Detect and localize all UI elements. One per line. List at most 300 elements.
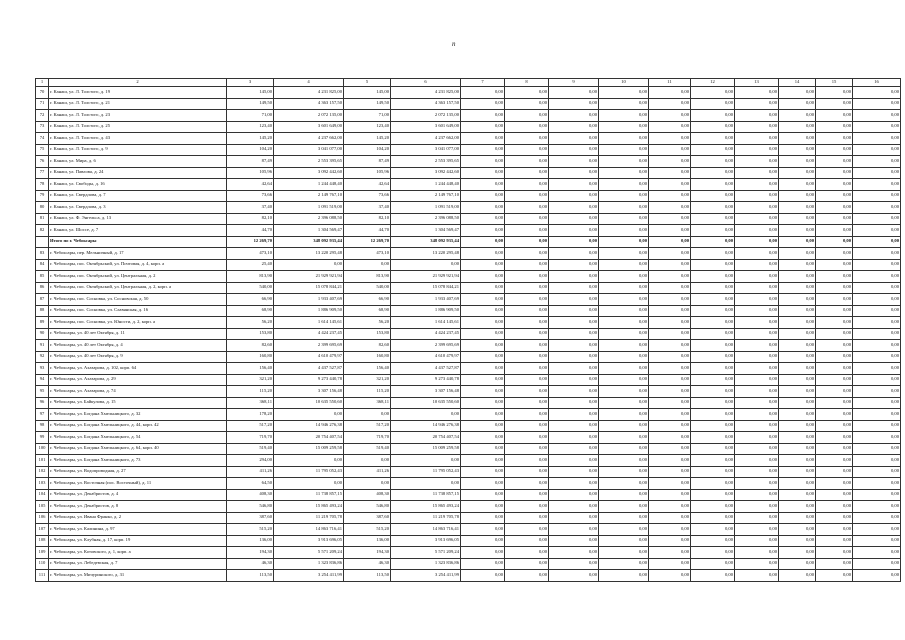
row-number-cell: 94 (36, 374, 49, 386)
value-cell: 0,00 (505, 98, 549, 110)
value-cell: 66,90 (227, 294, 274, 306)
value-cell: 0,00 (735, 478, 779, 490)
value-cell: 0,00 (735, 317, 779, 329)
value-cell: 0,00 (599, 121, 649, 133)
value-cell: 0,00 (816, 478, 853, 490)
column-header: 13 (735, 79, 779, 87)
value-cell: 0,00 (779, 363, 816, 375)
value-cell: 1 933 407,69 (391, 294, 461, 306)
value-cell: 0,00 (691, 248, 735, 260)
value-cell: 0,00 (461, 167, 505, 179)
value-cell: 0,00 (649, 305, 691, 317)
value-cell: 2 399 695,69 (274, 340, 344, 352)
value-cell: 0,00 (853, 512, 901, 524)
value-cell: 15 009 259,58 (274, 443, 344, 455)
value-cell: 411,26 (344, 466, 391, 478)
value-cell: 13 220 295,48 (274, 248, 344, 260)
value-cell: 3 307 156,48 (391, 386, 461, 398)
value-cell: 113,50 (227, 570, 274, 582)
value-cell: 1 323 836,86 (391, 558, 461, 570)
value-cell: 0,00 (691, 397, 735, 409)
value-cell: 0,00 (691, 144, 735, 156)
value-cell: 0,00 (779, 501, 816, 513)
value-cell: 0,00 (779, 558, 816, 570)
value-cell: 0,00 (691, 98, 735, 110)
value-cell: 0,00 (391, 409, 461, 421)
row-number-cell: 82 (36, 225, 49, 237)
value-cell: 0,00 (779, 259, 816, 271)
address-cell: г. Чебоксары, ул. Ахазарова, д. 102, корп. 64 (49, 363, 227, 375)
table-row (36, 420, 901, 432)
value-cell: 145,20 (344, 133, 391, 145)
value-cell: 0,00 (461, 87, 505, 99)
row-number-cell: 79 (36, 190, 49, 202)
address-cell: г. Чебоксары, ул. Восточная (пос. Восточный), д. 11 (49, 478, 227, 490)
value-cell: 0,00 (549, 524, 599, 536)
value-cell: 0,00 (735, 489, 779, 501)
value-cell: 4 437 527,87 (274, 363, 344, 375)
value-cell: 0,00 (549, 156, 599, 168)
value-cell: 0,00 (816, 570, 853, 582)
value-cell: 0,00 (691, 478, 735, 490)
value-cell: 0,00 (691, 133, 735, 145)
value-cell: 0,00 (461, 133, 505, 145)
value-cell: 0,00 (505, 282, 549, 294)
value-cell: 0,00 (549, 282, 599, 294)
value-cell: 0,00 (649, 397, 691, 409)
value-cell: 0,00 (461, 259, 505, 271)
value-cell: 14 863 716,41 (274, 524, 344, 536)
address-cell: г. Чебоксары, пер. Мельничный, д. 17 (49, 248, 227, 260)
value-cell: 517,20 (344, 420, 391, 432)
value-cell: 348 092 935,44 (391, 236, 461, 248)
row-number-cell: 95 (36, 386, 49, 398)
value-cell: 0,00 (549, 328, 599, 340)
value-cell: 0,00 (816, 501, 853, 513)
value-cell: 0,00 (461, 328, 505, 340)
value-cell: 0,00 (816, 455, 853, 467)
value-cell: 0,00 (549, 213, 599, 225)
value-cell: 13 220 295,48 (391, 248, 461, 260)
value-cell: 21 929 921,94 (391, 271, 461, 283)
value-cell: 12 269,70 (227, 236, 274, 248)
value-cell: 0,00 (853, 110, 901, 122)
row-number-cell: 91 (36, 340, 49, 352)
row-number-cell: 76 (36, 156, 49, 168)
value-cell: 0,00 (505, 443, 549, 455)
value-cell: 0,00 (853, 156, 901, 168)
value-cell: 0,00 (549, 317, 599, 329)
value-cell: 0,00 (779, 386, 816, 398)
value-cell: 0,00 (691, 432, 735, 444)
value-cell: 0,00 (599, 110, 649, 122)
value-cell: 104,20 (227, 144, 274, 156)
value-cell: 3 092 442,60 (274, 167, 344, 179)
value-cell: 11 795 052,43 (391, 466, 461, 478)
value-cell: 0,00 (649, 443, 691, 455)
value-cell: 0,00 (779, 305, 816, 317)
value-cell: 0,00 (735, 443, 779, 455)
value-cell: 0,00 (816, 225, 853, 237)
value-cell: 0,00 (853, 443, 901, 455)
value-cell: 0,00 (816, 524, 853, 536)
value-cell: 0,00 (505, 374, 549, 386)
value-cell: 0,00 (461, 570, 505, 582)
value-cell: 0,00 (599, 282, 649, 294)
value-cell: 0,00 (779, 420, 816, 432)
value-cell: 56,20 (227, 317, 274, 329)
value-cell: 0,00 (735, 98, 779, 110)
value-cell: 0,00 (649, 282, 691, 294)
value-cell: 160,80 (344, 351, 391, 363)
value-cell: 0,00 (599, 156, 649, 168)
value-cell: 0,00 (779, 455, 816, 467)
address-cell: г. Чебоксары, ул. Байкулова, д. 15 (49, 397, 227, 409)
value-cell: 0,00 (735, 294, 779, 306)
value-cell: 0,00 (779, 478, 816, 490)
value-cell: 0,00 (599, 455, 649, 467)
value-cell: 0,00 (853, 524, 901, 536)
value-cell: 0,00 (816, 98, 853, 110)
value-cell: 0,00 (853, 340, 901, 352)
column-header: 10 (599, 79, 649, 87)
value-cell: 0,00 (691, 512, 735, 524)
value-cell: 0,00 (505, 524, 549, 536)
row-number-cell: 106 (36, 512, 49, 524)
address-cell: г. Чебоксары, ул. Мичуринского, д. 31 (49, 570, 227, 582)
value-cell: 4 237 662,00 (391, 133, 461, 145)
value-cell: 0,00 (816, 328, 853, 340)
row-number-cell: 75 (36, 144, 49, 156)
row-number-cell: 99 (36, 432, 49, 444)
value-cell: 14 946 276,38 (274, 420, 344, 432)
address-cell: г. Чебоксары, ул. 40 лет Октября, д. 9 (49, 351, 227, 363)
value-cell: 0,00 (649, 133, 691, 145)
value-cell: 20 754 407,54 (391, 432, 461, 444)
value-cell: 0,00 (461, 558, 505, 570)
value-cell: 9 273 440,78 (391, 374, 461, 386)
address-cell: г. Чебоксары, ул. Богдана Хмельницкого, д. 32 (49, 409, 227, 421)
value-cell: 82,10 (344, 213, 391, 225)
address-cell: г. Чебоксары, ул. Котовского, д. 1, корп. а (49, 547, 227, 559)
value-cell: 0,00 (391, 455, 461, 467)
value-cell: 71,00 (344, 110, 391, 122)
value-cell: 4 610 479,97 (391, 351, 461, 363)
table-row (36, 110, 901, 122)
table-row (36, 317, 901, 329)
value-cell: 0,00 (599, 489, 649, 501)
value-cell: 0,00 (691, 374, 735, 386)
value-cell: 3 092 442,60 (391, 167, 461, 179)
value-cell: 0,00 (779, 144, 816, 156)
address-cell: г. Чебоксары, ул. 40 лет Октября, д. 4 (49, 340, 227, 352)
value-cell: 0,00 (853, 489, 901, 501)
value-cell: 519,40 (227, 443, 274, 455)
value-cell: 0,00 (649, 409, 691, 421)
row-number-cell: 105 (36, 501, 49, 513)
row-number-cell: 109 (36, 547, 49, 559)
value-cell: 2 553 395,65 (274, 156, 344, 168)
value-cell: 15 865 493,24 (391, 501, 461, 513)
address-cell: г. Канаш, ул. Л. Толстого, д. 19 (49, 87, 227, 99)
column-header: 3 (227, 79, 274, 87)
address-cell: г. Канаш, ул. Л. Толстого, д. 21 (49, 98, 227, 110)
value-cell: 0,00 (505, 248, 549, 260)
table-row (36, 363, 901, 375)
value-cell: 4 231 825,00 (274, 87, 344, 99)
address-cell: г. Чебоксары, ул. Ивана Франко, д. 2 (49, 512, 227, 524)
value-cell: 0,00 (599, 524, 649, 536)
value-cell: 0,00 (735, 167, 779, 179)
value-cell: 0,00 (461, 443, 505, 455)
value-cell: 0,00 (461, 547, 505, 559)
row-number-cell: 107 (36, 524, 49, 536)
table-row (36, 351, 901, 363)
value-cell: 3 041 077,00 (391, 144, 461, 156)
value-cell: 368,11 (344, 397, 391, 409)
value-cell: 0,00 (461, 397, 505, 409)
value-cell: 0,00 (691, 547, 735, 559)
value-cell: 0,00 (505, 501, 549, 513)
value-cell: 0,00 (461, 110, 505, 122)
value-cell: 0,00 (779, 282, 816, 294)
value-cell: 0,00 (735, 179, 779, 191)
value-cell: 11 738 857,15 (391, 489, 461, 501)
value-cell: 0,00 (649, 144, 691, 156)
value-cell: 368,11 (227, 397, 274, 409)
value-cell: 105,96 (344, 167, 391, 179)
value-cell: 0,00 (461, 455, 505, 467)
value-cell: 149,50 (227, 98, 274, 110)
value-cell: 0,00 (549, 98, 599, 110)
value-cell: 0,00 (853, 202, 901, 214)
value-cell: 0,00 (549, 420, 599, 432)
value-cell: 0,00 (691, 282, 735, 294)
value-cell: 0,00 (816, 190, 853, 202)
value-cell: 0,00 (816, 340, 853, 352)
value-cell: 0,00 (549, 340, 599, 352)
value-cell: 1 304 569,47 (274, 225, 344, 237)
value-cell: 11 738 857,15 (274, 489, 344, 501)
value-cell: 0,00 (779, 409, 816, 421)
address-cell: г. Чебоксары, ул. Ахазарова, д. 29 (49, 374, 227, 386)
value-cell: 0,00 (549, 489, 599, 501)
value-cell: 160,80 (227, 351, 274, 363)
value-cell: 0,00 (779, 432, 816, 444)
row-number-cell: 97 (36, 409, 49, 421)
value-cell: 408,30 (344, 489, 391, 501)
table-row (36, 156, 901, 168)
value-cell: 0,00 (691, 167, 735, 179)
value-cell: 3 254 411,99 (274, 570, 344, 582)
value-cell: 0,00 (649, 294, 691, 306)
value-cell: 0,00 (735, 248, 779, 260)
value-cell: 0,00 (599, 213, 649, 225)
value-cell: 0,00 (691, 489, 735, 501)
column-header: 7 (461, 79, 505, 87)
value-cell: 64,50 (227, 478, 274, 490)
value-cell: 0,00 (779, 271, 816, 283)
value-cell: 0,00 (649, 167, 691, 179)
value-cell: 0,00 (853, 294, 901, 306)
value-cell: 82,60 (227, 340, 274, 352)
value-cell: 0,00 (816, 202, 853, 214)
value-cell: 0,00 (735, 202, 779, 214)
value-cell: 44,70 (227, 225, 274, 237)
value-cell: 0,00 (599, 271, 649, 283)
value-cell: 0,00 (549, 397, 599, 409)
value-cell: 0,00 (853, 455, 901, 467)
row-number-cell: 83 (36, 248, 49, 260)
value-cell: 0,00 (853, 225, 901, 237)
value-cell: 1 091 519,00 (274, 202, 344, 214)
row-number-cell: 74 (36, 133, 49, 145)
value-cell: 0,00 (649, 317, 691, 329)
value-cell: 0,00 (461, 202, 505, 214)
value-cell: 0,00 (505, 271, 549, 283)
value-cell: 0,00 (599, 133, 649, 145)
value-cell: 149,50 (344, 98, 391, 110)
value-cell: 0,00 (461, 282, 505, 294)
value-cell: 0,00 (344, 409, 391, 421)
address-cell: г. Чебоксары, пос. Сосновка, ул. Сосновская, д. 50 (49, 294, 227, 306)
value-cell: 0,00 (691, 409, 735, 421)
value-cell: 115,20 (344, 386, 391, 398)
value-cell: 0,00 (461, 478, 505, 490)
value-cell: 0,00 (853, 236, 901, 248)
value-cell: 0,00 (461, 225, 505, 237)
value-cell: 0,00 (649, 455, 691, 467)
value-cell: 0,00 (691, 87, 735, 99)
value-cell: 0,00 (691, 386, 735, 398)
value-cell: 0,00 (649, 98, 691, 110)
value-cell: 0,00 (853, 213, 901, 225)
value-cell: 0,00 (691, 466, 735, 478)
table-row (36, 328, 901, 340)
value-cell: 0,00 (505, 190, 549, 202)
value-cell: 0,00 (779, 524, 816, 536)
row-number-cell: 72 (36, 110, 49, 122)
value-cell: 348 092 935,44 (274, 236, 344, 248)
value-cell: 5 571 209,24 (274, 547, 344, 559)
value-cell: 0,00 (853, 317, 901, 329)
value-cell: 0,00 (649, 213, 691, 225)
value-cell: 408,30 (227, 489, 274, 501)
value-cell: 0,00 (549, 547, 599, 559)
value-cell: 0,00 (735, 121, 779, 133)
value-cell: 0,00 (599, 294, 649, 306)
value-cell: 0,00 (735, 409, 779, 421)
value-cell: 0,00 (735, 570, 779, 582)
value-cell: 0,00 (779, 202, 816, 214)
value-cell: 321,20 (344, 374, 391, 386)
row-number-cell: 100 (36, 443, 49, 455)
table-row (36, 386, 901, 398)
value-cell: 0,00 (816, 121, 853, 133)
value-cell: 0,00 (779, 133, 816, 145)
value-cell: 42,64 (227, 179, 274, 191)
value-cell: 0,00 (505, 305, 549, 317)
address-cell: г. Чебоксары, ул. Богдана Хмельницкого, д. 44, корп. 42 (49, 420, 227, 432)
value-cell: 0,00 (599, 570, 649, 582)
value-cell: 0,00 (735, 282, 779, 294)
address-cell: г. Канаш, ул. Л. Толстого, д. 23 (49, 110, 227, 122)
value-cell: 0,00 (779, 248, 816, 260)
table-row (36, 144, 901, 156)
value-cell: 4 231 825,00 (391, 87, 461, 99)
column-header: 11 (649, 79, 691, 87)
value-cell: 0,00 (599, 351, 649, 363)
row-number-cell: 78 (36, 179, 49, 191)
value-cell: 0,00 (649, 236, 691, 248)
table-row (36, 133, 901, 145)
value-cell: 0,00 (649, 420, 691, 432)
value-cell: 0,00 (735, 259, 779, 271)
address-cell: г. Чебоксары, ул. Богдана Хмельницкого, д. 64, корп. 40 (49, 443, 227, 455)
value-cell: 0,00 (649, 179, 691, 191)
value-cell: 0,00 (649, 121, 691, 133)
value-cell: 0,00 (779, 225, 816, 237)
column-header: 1 (36, 79, 49, 87)
value-cell: 0,00 (549, 133, 599, 145)
value-cell: 0,00 (816, 271, 853, 283)
address-cell: г. Чебоксары, ул. Декабристов, д. 4 (49, 489, 227, 501)
value-cell: 0,00 (649, 501, 691, 513)
value-cell: 0,00 (779, 121, 816, 133)
value-cell: 0,00 (816, 409, 853, 421)
address-cell: г. Чебоксары, ул. Клубная, д. 17, корп. 19 (49, 535, 227, 547)
value-cell: 14 863 716,41 (391, 524, 461, 536)
value-cell: 1 614 145,61 (391, 317, 461, 329)
value-cell: 0,00 (691, 236, 735, 248)
value-cell: 0,00 (505, 432, 549, 444)
value-cell: 0,00 (779, 110, 816, 122)
value-cell: 0,00 (461, 524, 505, 536)
value-cell: 0,00 (735, 305, 779, 317)
value-cell: 11 219 705,78 (274, 512, 344, 524)
address-cell: г. Чебоксары, ул. Богдана Хмельницкого, д. 73 (49, 455, 227, 467)
housing-register-table (35, 78, 901, 582)
address-cell: г. Канаш, ул. Мира, д. 6 (49, 156, 227, 168)
value-cell: 0,00 (461, 121, 505, 133)
value-cell: 0,00 (779, 87, 816, 99)
value-cell: 0,00 (853, 87, 901, 99)
column-header: 15 (816, 79, 853, 87)
value-cell: 0,00 (599, 466, 649, 478)
value-cell: 0,00 (505, 202, 549, 214)
value-cell: 0,00 (549, 512, 599, 524)
table-row (36, 202, 901, 214)
value-cell: 2 072 135,00 (391, 110, 461, 122)
value-cell: 0,00 (691, 535, 735, 547)
value-cell: 0,00 (549, 202, 599, 214)
value-cell: 0,00 (816, 248, 853, 260)
address-cell: г. Чебоксары, ул. Ахазарова, д. 74 (49, 386, 227, 398)
value-cell: 0,00 (649, 558, 691, 570)
value-cell: 5 571 209,24 (391, 547, 461, 559)
value-cell: 0,00 (599, 374, 649, 386)
value-cell: 0,00 (274, 409, 344, 421)
value-cell: 0,00 (549, 363, 599, 375)
value-cell: 0,00 (461, 501, 505, 513)
address-cell: Итого по г. Чебоксары (49, 236, 227, 248)
value-cell: 0,00 (816, 87, 853, 99)
row-number-cell: 108 (36, 535, 49, 547)
table-row (36, 535, 901, 547)
value-cell: 0,00 (505, 409, 549, 421)
table-row (36, 374, 901, 386)
table-row (36, 409, 901, 421)
